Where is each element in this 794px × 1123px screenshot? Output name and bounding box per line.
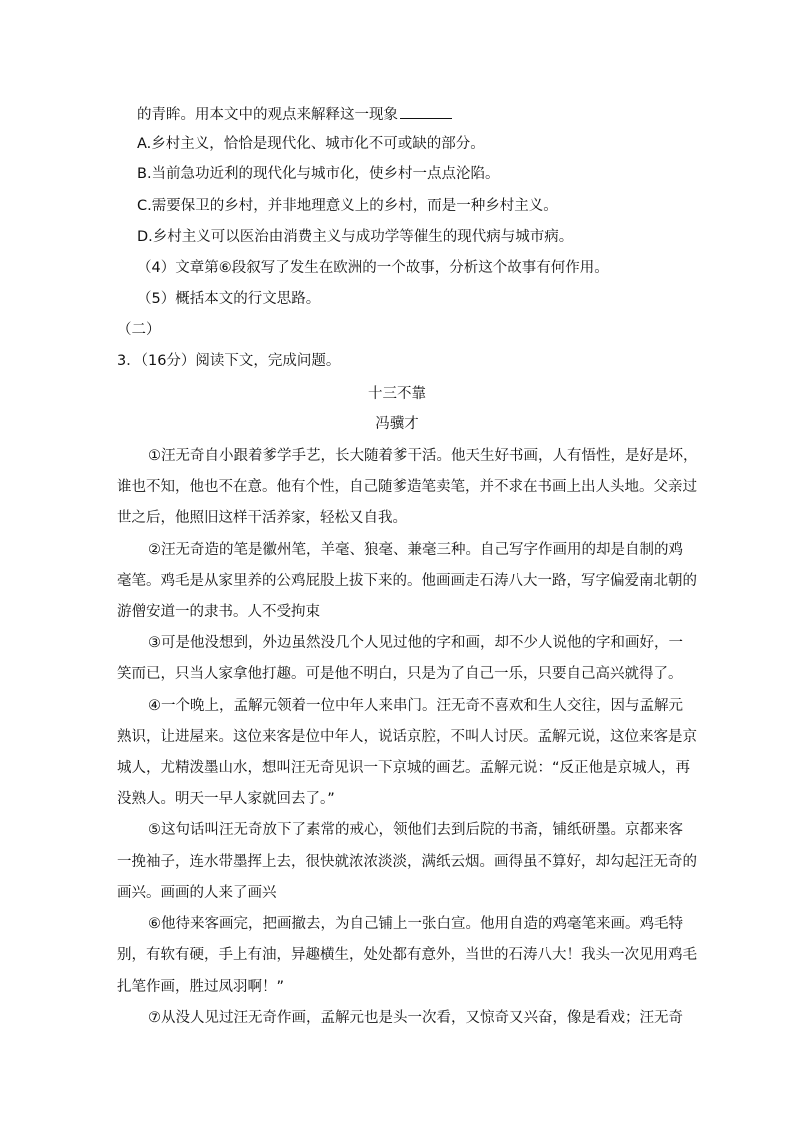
paragraph-4-line-2: 熟识，让进屋来。这位来客是位中年人，说话京腔，不叫人讨厌。孟解元说，这位来客是京 xyxy=(117,729,697,745)
subquestion-5: （5）概括本文的行文思路。 xyxy=(137,291,321,307)
option-c: C.需要保卫的乡村，并非地理意义上的乡村，而是一种乡村主义。 xyxy=(137,198,558,214)
option-d: D.乡村主义可以医治由消费主义与成功学等催生的现代病与城市病。 xyxy=(137,229,574,245)
answer-blank xyxy=(400,104,452,119)
paragraph-1-line-3: 世之后，他照旧这样干活养家，轻松又自我。 xyxy=(117,510,407,526)
option-a: A.乡村主义，恰恰是现代化、城市化不可或缺的部分。 xyxy=(137,136,485,152)
paragraph-4-line-3: 城人，尤精泼墨山水，想叫汪无奇见识一下京城的画艺。孟解元说：“反正他是京城人，再 xyxy=(117,760,691,776)
paragraph-5-line-1: ⑤这句话叫汪无奇放下了素常的戒心，领他们去到后院的书斋，铺纸研墨。京都来客 xyxy=(148,822,683,838)
stem-text: 的青眸。用本文中的观点来解释这一现象 xyxy=(137,107,398,123)
paragraph-6-line-2: 别，有软有硬，手上有油，异趣横生，处处都有意外，当世的石涛八大！我头一次见用鸡毛 xyxy=(117,947,697,963)
paragraph-4-line-4: 没熟人。明天一早人家就回去了。” xyxy=(117,791,335,807)
paragraph-5-line-2: 一挽袖子，连水带墨挥上去，很快就浓浓淡淡，满纸云烟。画得虽不算好，却勾起汪无奇的 xyxy=(117,854,697,870)
paragraph-3-line-2: 笑而已，只当人家拿他打趣。可是他不明白，只是为了自己一乐，只要自己高兴就得了。 xyxy=(117,666,683,682)
passage-author: 冯骥才 xyxy=(375,416,419,432)
paragraph-2-line-1: ②汪无奇造的笔是徽州笔，羊毫、狼毫、兼毫三种。自己写字作画用的却是自制的鸡 xyxy=(148,542,683,558)
paragraph-2-line-3: 游僧安道一的隶书。人不受拘束 xyxy=(117,604,320,620)
paragraph-1-line-2: 谁也不知，他也不在意。他有个性，自己随爹造笔卖笔，并不求在书画上出人头地。父亲过 xyxy=(117,479,697,495)
paragraph-1-line-1: ①汪无奇自小跟着爹学手艺，长大随着爹干活。他天生好书画，人有悟性，是好是坏， xyxy=(148,448,698,464)
subquestion-4: （4）文章第⑥段叙写了发生在欧洲的一个故事，分析这个故事有何作用。 xyxy=(137,260,609,276)
paragraph-6-line-3: 扎笔作画，胜过凤羽啊！” xyxy=(117,979,285,995)
option-b: B.当前急功近利的现代化与城市化，使乡村一点点沦陷。 xyxy=(137,166,500,182)
question-stem-end xyxy=(137,104,452,125)
paragraph-6-line-1: ⑥他待来客画完，把画撤去，为自己铺上一张白宣。他用自造的鸡毫笔来画。鸡毛特 xyxy=(148,916,683,932)
passage-title: 十三不靠 xyxy=(368,386,426,402)
question-3-heading: 3．（16分）阅读下文，完成问题。 xyxy=(117,353,341,369)
section-label: （二） xyxy=(117,322,161,338)
paragraph-7-line-1: ⑦从没人见过汪无奇作画，孟解元也是头一次看，又惊奇又兴奋，像是看戏；汪无奇 xyxy=(148,1010,683,1026)
paragraph-3-line-1: ③可是他没想到，外边虽然没几个人见过他的字和画，却不少人说他的字和画好，一 xyxy=(148,635,683,651)
paragraph-4-line-1: ④一个晚上，孟解元领着一位中年人来串门。汪无奇不喜欢和生人交往，因与孟解元 xyxy=(148,698,683,714)
paragraph-2-line-2: 毫笔。鸡毛是从家里养的公鸡屁股上拔下来的。他画画走石涛八大一路，写字偏爱南北朝的 xyxy=(117,573,697,589)
paragraph-5-line-3: 画兴。画画的人来了画兴 xyxy=(117,885,277,901)
